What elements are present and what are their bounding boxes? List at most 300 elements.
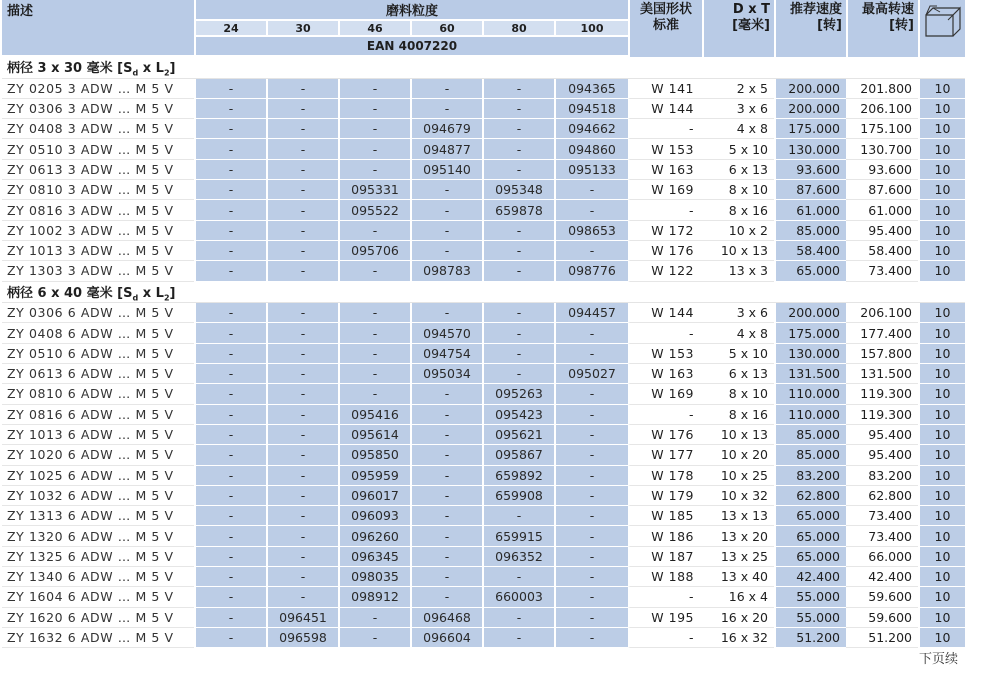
table-row bbox=[2, 384, 965, 404]
cell-dxt: 13 x 40 bbox=[702, 567, 774, 587]
cell-us-shape: W 141 bbox=[628, 79, 702, 99]
cell-description: ZY 0810 6 ADW … M 5 V bbox=[2, 384, 194, 404]
cell-us-shape: - bbox=[628, 628, 702, 648]
header-recommended-speed bbox=[774, 0, 846, 57]
cell-us-shape: W 185 bbox=[628, 506, 702, 526]
cell-us-shape: - bbox=[628, 200, 702, 220]
cell-recommended-speed: 83.200 bbox=[774, 466, 846, 486]
cell-grit-80: 659878 bbox=[482, 200, 554, 220]
cell-grit-100: - bbox=[554, 547, 628, 567]
cell-recommended-speed: 200.000 bbox=[774, 303, 846, 323]
cell-grit-100: - bbox=[554, 241, 628, 261]
cell-grit-60: 098783 bbox=[410, 261, 482, 281]
cell-grit-60: - bbox=[410, 99, 482, 119]
cell-grit-80: 659908 bbox=[482, 486, 554, 506]
cell-us-shape: W 187 bbox=[628, 547, 702, 567]
table-row bbox=[2, 445, 965, 465]
cell-grit-80: - bbox=[482, 119, 554, 139]
cell-grit-30: - bbox=[266, 99, 338, 119]
cell-grit-80: 095263 bbox=[482, 384, 554, 404]
cell-dxt: 16 x 4 bbox=[702, 587, 774, 607]
cell-recommended-speed: 65.000 bbox=[774, 526, 846, 546]
section-title bbox=[2, 57, 965, 79]
cell-grit-60: - bbox=[410, 466, 482, 486]
cell-grit-60: - bbox=[410, 567, 482, 587]
table-row bbox=[2, 200, 965, 220]
cell-dxt: 6 x 13 bbox=[702, 160, 774, 180]
cell-grit-24: - bbox=[194, 200, 266, 220]
cell-grit-24: - bbox=[194, 384, 266, 404]
cell-grit-30: - bbox=[266, 486, 338, 506]
section-title-subscript: 2 bbox=[163, 293, 170, 303]
cell-grit-80: 095867 bbox=[482, 445, 554, 465]
cell-grit-100: - bbox=[554, 405, 628, 425]
cell-recommended-speed: 131.500 bbox=[774, 364, 846, 384]
cell-max-speed: 206.100 bbox=[846, 303, 918, 323]
cell-grit-46: - bbox=[338, 628, 410, 648]
cell-grit-24: - bbox=[194, 425, 266, 445]
cell-grit-24: - bbox=[194, 405, 266, 425]
cell-grit-30: - bbox=[266, 567, 338, 587]
cell-description: ZY 0810 3 ADW … M 5 V bbox=[2, 180, 194, 200]
cell-description: ZY 1002 3 ADW … M 5 V bbox=[2, 221, 194, 241]
section-title-middle: x L bbox=[138, 285, 164, 301]
cell-max-speed: 130.700 bbox=[846, 139, 918, 159]
cell-dxt: 3 x 6 bbox=[702, 99, 774, 119]
cell-grit-30: - bbox=[266, 364, 338, 384]
cell-grit-80: - bbox=[482, 323, 554, 343]
cell-grit-46: - bbox=[338, 364, 410, 384]
cell-description: ZY 0205 3 ADW … M 5 V bbox=[2, 79, 194, 99]
section-title-subscript: d bbox=[132, 293, 139, 303]
header-description: 描述 bbox=[2, 0, 194, 57]
cell-grit-80: - bbox=[482, 79, 554, 99]
cell-grit-46: 096093 bbox=[338, 506, 410, 526]
header-grit-100: 100 bbox=[554, 21, 628, 37]
cell-grit-60: 094570 bbox=[410, 323, 482, 343]
cell-max-speed: 42.400 bbox=[846, 567, 918, 587]
cell-us-shape: - bbox=[628, 119, 702, 139]
cell-dxt: 8 x 16 bbox=[702, 200, 774, 220]
cell-max-speed: 58.400 bbox=[846, 241, 918, 261]
cell-recommended-speed: 65.000 bbox=[774, 506, 846, 526]
cell-us-shape: W 163 bbox=[628, 160, 702, 180]
cell-pack-quantity: 10 bbox=[918, 445, 965, 465]
section-header-row bbox=[2, 282, 965, 304]
cell-dxt: 8 x 10 bbox=[702, 384, 774, 404]
cell-grit-80: 095621 bbox=[482, 425, 554, 445]
cell-max-speed: 83.200 bbox=[846, 466, 918, 486]
cell-grit-60: - bbox=[410, 486, 482, 506]
cell-us-shape: W 177 bbox=[628, 445, 702, 465]
cell-grit-24: - bbox=[194, 364, 266, 384]
cell-grit-30: - bbox=[266, 139, 338, 159]
cell-grit-80: - bbox=[482, 221, 554, 241]
cell-grit-24: - bbox=[194, 608, 266, 628]
cell-description: ZY 0510 3 ADW … M 5 V bbox=[2, 139, 194, 159]
cell-grit-46: 096017 bbox=[338, 486, 410, 506]
cell-grit-80: - bbox=[482, 261, 554, 281]
cell-grit-80: - bbox=[482, 506, 554, 526]
cell-grit-24: - bbox=[194, 466, 266, 486]
cell-recommended-speed: 93.600 bbox=[774, 160, 846, 180]
header-grit-title: 磨料粒度 bbox=[194, 0, 628, 21]
cell-grit-30: - bbox=[266, 160, 338, 180]
cell-us-shape: W 144 bbox=[628, 99, 702, 119]
cell-recommended-speed: 65.000 bbox=[774, 547, 846, 567]
cell-grit-80: - bbox=[482, 608, 554, 628]
cell-dxt: 3 x 6 bbox=[702, 303, 774, 323]
cell-us-shape: W 169 bbox=[628, 180, 702, 200]
cell-description: ZY 0408 6 ADW … M 5 V bbox=[2, 323, 194, 343]
cell-grit-46: 095416 bbox=[338, 405, 410, 425]
cell-grit-24: - bbox=[194, 323, 266, 343]
cell-grit-60: - bbox=[410, 506, 482, 526]
continued-note: 下页续 bbox=[919, 652, 959, 667]
box-icon bbox=[923, 4, 963, 38]
cell-grit-24: - bbox=[194, 628, 266, 648]
cell-us-shape: W 144 bbox=[628, 303, 702, 323]
cell-grit-46: 095614 bbox=[338, 425, 410, 445]
table-row bbox=[2, 608, 965, 628]
cell-grit-100: 094365 bbox=[554, 79, 628, 99]
table-row bbox=[2, 506, 965, 526]
section-title-subscript: d bbox=[132, 68, 139, 78]
cell-dxt: 13 x 3 bbox=[702, 261, 774, 281]
cell-grit-60: - bbox=[410, 79, 482, 99]
cell-grit-30: - bbox=[266, 547, 338, 567]
cell-grit-24: - bbox=[194, 506, 266, 526]
cell-pack-quantity: 10 bbox=[918, 506, 965, 526]
cell-grit-60: - bbox=[410, 200, 482, 220]
header-rec-speed-line2: [转] bbox=[817, 18, 842, 33]
cell-grit-24: - bbox=[194, 99, 266, 119]
header-max-speed-line1: 最高转速 bbox=[861, 2, 914, 17]
cell-grit-46: - bbox=[338, 119, 410, 139]
table-row bbox=[2, 119, 965, 139]
cell-pack-quantity: 10 bbox=[918, 567, 965, 587]
cell-grit-24: - bbox=[194, 547, 266, 567]
cell-grit-100: - bbox=[554, 323, 628, 343]
cell-grit-30: - bbox=[266, 526, 338, 546]
cell-description: ZY 0306 6 ADW … M 5 V bbox=[2, 303, 194, 323]
cell-us-shape: W 172 bbox=[628, 221, 702, 241]
cell-grit-46: 098912 bbox=[338, 587, 410, 607]
cell-grit-100: 094457 bbox=[554, 303, 628, 323]
header-max-speed-line2: [转] bbox=[889, 18, 914, 33]
cell-recommended-speed: 110.000 bbox=[774, 384, 846, 404]
cell-recommended-speed: 130.000 bbox=[774, 344, 846, 364]
cell-grit-24: - bbox=[194, 79, 266, 99]
cell-grit-24: - bbox=[194, 303, 266, 323]
cell-dxt: 4 x 8 bbox=[702, 119, 774, 139]
header-rec-speed-line1: 推荐速度 bbox=[789, 2, 842, 17]
cell-description: ZY 1020 6 ADW … M 5 V bbox=[2, 445, 194, 465]
cell-grit-100: - bbox=[554, 344, 628, 364]
cell-recommended-speed: 87.600 bbox=[774, 180, 846, 200]
cell-pack-quantity: 10 bbox=[918, 139, 965, 159]
cell-grit-46: 095706 bbox=[338, 241, 410, 261]
cell-max-speed: 66.000 bbox=[846, 547, 918, 567]
cell-dxt: 10 x 13 bbox=[702, 425, 774, 445]
cell-pack-quantity: 10 bbox=[918, 628, 965, 648]
cell-max-speed: 73.400 bbox=[846, 506, 918, 526]
table-row bbox=[2, 261, 965, 281]
cell-grit-100: - bbox=[554, 200, 628, 220]
cell-grit-46: - bbox=[338, 139, 410, 159]
cell-us-shape: W 169 bbox=[628, 384, 702, 404]
cell-recommended-speed: 200.000 bbox=[774, 99, 846, 119]
cell-grit-46: 096260 bbox=[338, 526, 410, 546]
cell-grit-24: - bbox=[194, 241, 266, 261]
cell-grit-24: - bbox=[194, 567, 266, 587]
cell-recommended-speed: 175.000 bbox=[774, 119, 846, 139]
table-row bbox=[2, 344, 965, 364]
cell-grit-46: - bbox=[338, 323, 410, 343]
header-us-shape-line1: 美国形状 bbox=[639, 2, 692, 17]
cell-pack-quantity: 10 bbox=[918, 384, 965, 404]
cell-recommended-speed: 62.800 bbox=[774, 486, 846, 506]
cell-pack-quantity: 10 bbox=[918, 303, 965, 323]
cell-grit-60: - bbox=[410, 221, 482, 241]
cell-grit-60: - bbox=[410, 180, 482, 200]
cell-pack-quantity: 10 bbox=[918, 486, 965, 506]
cell-description: ZY 1013 3 ADW … M 5 V bbox=[2, 241, 194, 261]
cell-max-speed: 175.100 bbox=[846, 119, 918, 139]
cell-grit-60: - bbox=[410, 303, 482, 323]
cell-dxt: 4 x 8 bbox=[702, 323, 774, 343]
cell-grit-60: - bbox=[410, 425, 482, 445]
cell-max-speed: 95.400 bbox=[846, 221, 918, 241]
cell-grit-60: 094754 bbox=[410, 344, 482, 364]
cell-grit-60: - bbox=[410, 547, 482, 567]
header-grit-24: 24 bbox=[194, 21, 266, 37]
cell-grit-80: - bbox=[482, 303, 554, 323]
cell-description: ZY 1313 6 ADW … M 5 V bbox=[2, 506, 194, 526]
cell-description: ZY 1025 6 ADW … M 5 V bbox=[2, 466, 194, 486]
cell-us-shape: W 153 bbox=[628, 344, 702, 364]
cell-max-speed: 206.100 bbox=[846, 99, 918, 119]
table-row bbox=[2, 160, 965, 180]
cell-grit-30: - bbox=[266, 506, 338, 526]
cell-grit-80: 659892 bbox=[482, 466, 554, 486]
cell-grit-60: - bbox=[410, 241, 482, 261]
cell-grit-30: - bbox=[266, 303, 338, 323]
cell-max-speed: 61.000 bbox=[846, 200, 918, 220]
header-grit-46: 46 bbox=[338, 21, 410, 37]
table-row bbox=[2, 567, 965, 587]
cell-grit-60: 094877 bbox=[410, 139, 482, 159]
cell-dxt: 10 x 13 bbox=[702, 241, 774, 261]
cell-dxt: 16 x 20 bbox=[702, 608, 774, 628]
cell-description: ZY 1620 6 ADW … M 5 V bbox=[2, 608, 194, 628]
cell-max-speed: 157.800 bbox=[846, 344, 918, 364]
cell-pack-quantity: 10 bbox=[918, 526, 965, 546]
cell-max-speed: 51.200 bbox=[846, 628, 918, 648]
table-row bbox=[2, 79, 965, 99]
cell-dxt: 16 x 32 bbox=[702, 628, 774, 648]
cell-description: ZY 1340 6 ADW … M 5 V bbox=[2, 567, 194, 587]
cell-grit-60: - bbox=[410, 405, 482, 425]
cell-grit-80: 095348 bbox=[482, 180, 554, 200]
cell-pack-quantity: 10 bbox=[918, 99, 965, 119]
cell-grit-30: - bbox=[266, 466, 338, 486]
cell-grit-60: - bbox=[410, 526, 482, 546]
cell-description: ZY 1632 6 ADW … M 5 V bbox=[2, 628, 194, 648]
cell-recommended-speed: 85.000 bbox=[774, 445, 846, 465]
table-row bbox=[2, 628, 965, 648]
cell-grit-80: 659915 bbox=[482, 526, 554, 546]
cell-description: ZY 0816 6 ADW … M 5 V bbox=[2, 405, 194, 425]
header-dxt bbox=[702, 0, 774, 57]
cell-grit-60: 096604 bbox=[410, 628, 482, 648]
cell-description: ZY 0510 6 ADW … M 5 V bbox=[2, 344, 194, 364]
cell-max-speed: 201.800 bbox=[846, 79, 918, 99]
product-table bbox=[2, 0, 965, 648]
table-row bbox=[2, 139, 965, 159]
cell-grit-46: - bbox=[338, 303, 410, 323]
cell-grit-80: - bbox=[482, 567, 554, 587]
cell-us-shape: W 195 bbox=[628, 608, 702, 628]
cell-grit-30: - bbox=[266, 425, 338, 445]
section-title-main: 柄径 6 x 40 毫米 [S bbox=[7, 285, 133, 301]
cell-description: ZY 0613 6 ADW … M 5 V bbox=[2, 364, 194, 384]
cell-grit-46: 095522 bbox=[338, 200, 410, 220]
cell-grit-24: - bbox=[194, 486, 266, 506]
cell-us-shape: W 178 bbox=[628, 466, 702, 486]
table-row bbox=[2, 405, 965, 425]
cell-max-speed: 62.800 bbox=[846, 486, 918, 506]
cell-recommended-speed: 61.000 bbox=[774, 200, 846, 220]
cell-dxt: 5 x 10 bbox=[702, 344, 774, 364]
table-row bbox=[2, 526, 965, 546]
section-title-subscript: 2 bbox=[163, 68, 170, 78]
cell-pack-quantity: 10 bbox=[918, 608, 965, 628]
cell-us-shape: W 153 bbox=[628, 139, 702, 159]
cell-max-speed: 73.400 bbox=[846, 261, 918, 281]
cell-grit-100: - bbox=[554, 608, 628, 628]
cell-pack-quantity: 10 bbox=[918, 160, 965, 180]
cell-recommended-speed: 200.000 bbox=[774, 79, 846, 99]
cell-recommended-speed: 51.200 bbox=[774, 628, 846, 648]
header-grit-30: 30 bbox=[266, 21, 338, 37]
cell-pack-quantity: 10 bbox=[918, 79, 965, 99]
cell-pack-quantity: 10 bbox=[918, 364, 965, 384]
cell-grit-60: - bbox=[410, 587, 482, 607]
cell-grit-80: - bbox=[482, 99, 554, 119]
cell-us-shape: W 122 bbox=[628, 261, 702, 281]
cell-max-speed: 59.600 bbox=[846, 587, 918, 607]
cell-grit-80: - bbox=[482, 160, 554, 180]
cell-grit-46: - bbox=[338, 608, 410, 628]
table-header bbox=[2, 0, 965, 57]
cell-grit-60: - bbox=[410, 384, 482, 404]
cell-pack-quantity: 10 bbox=[918, 323, 965, 343]
cell-dxt: 13 x 13 bbox=[702, 506, 774, 526]
cell-grit-80: 660003 bbox=[482, 587, 554, 607]
cell-pack-quantity: 10 bbox=[918, 587, 965, 607]
cell-grit-30: - bbox=[266, 344, 338, 364]
cell-description: ZY 1325 6 ADW … M 5 V bbox=[2, 547, 194, 567]
cell-description: ZY 1013 6 ADW … M 5 V bbox=[2, 425, 194, 445]
cell-max-speed: 73.400 bbox=[846, 526, 918, 546]
cell-grit-100: 098653 bbox=[554, 221, 628, 241]
cell-pack-quantity: 10 bbox=[918, 405, 965, 425]
cell-dxt: 8 x 16 bbox=[702, 405, 774, 425]
table-row bbox=[2, 425, 965, 445]
cell-recommended-speed: 55.000 bbox=[774, 608, 846, 628]
header-grit-60: 60 bbox=[410, 21, 482, 37]
cell-pack-quantity: 10 bbox=[918, 344, 965, 364]
cell-grit-100: - bbox=[554, 486, 628, 506]
header-ean: EAN 4007220 bbox=[194, 37, 628, 57]
cell-grit-60: 094679 bbox=[410, 119, 482, 139]
cell-grit-80: - bbox=[482, 628, 554, 648]
cell-pack-quantity: 10 bbox=[918, 466, 965, 486]
cell-grit-46: - bbox=[338, 79, 410, 99]
cell-grit-24: - bbox=[194, 221, 266, 241]
cell-grit-24: - bbox=[194, 587, 266, 607]
cell-grit-100: 094662 bbox=[554, 119, 628, 139]
cell-pack-quantity: 10 bbox=[918, 221, 965, 241]
cell-grit-30: - bbox=[266, 180, 338, 200]
cell-dxt: 10 x 2 bbox=[702, 221, 774, 241]
cell-us-shape: - bbox=[628, 587, 702, 607]
cell-description: ZY 0306 3 ADW … M 5 V bbox=[2, 99, 194, 119]
table-row bbox=[2, 364, 965, 384]
cell-us-shape: W 188 bbox=[628, 567, 702, 587]
cell-grit-30: - bbox=[266, 221, 338, 241]
table-row bbox=[2, 547, 965, 567]
cell-grit-24: - bbox=[194, 344, 266, 364]
section-header-row bbox=[2, 57, 965, 79]
cell-us-shape: W 186 bbox=[628, 526, 702, 546]
cell-grit-30: - bbox=[266, 261, 338, 281]
header-us-shape bbox=[628, 0, 702, 57]
cell-dxt: 5 x 10 bbox=[702, 139, 774, 159]
cell-grit-30: - bbox=[266, 384, 338, 404]
cell-grit-60: 096468 bbox=[410, 608, 482, 628]
cell-grit-80: - bbox=[482, 344, 554, 364]
cell-recommended-speed: 110.000 bbox=[774, 405, 846, 425]
cell-grit-46: 098035 bbox=[338, 567, 410, 587]
cell-recommended-speed: 65.000 bbox=[774, 261, 846, 281]
cell-grit-100: 095133 bbox=[554, 160, 628, 180]
cell-pack-quantity: 10 bbox=[918, 180, 965, 200]
cell-grit-46: - bbox=[338, 261, 410, 281]
cell-recommended-speed: 85.000 bbox=[774, 425, 846, 445]
cell-grit-80: - bbox=[482, 364, 554, 384]
cell-grit-100: - bbox=[554, 567, 628, 587]
cell-grit-60: 095034 bbox=[410, 364, 482, 384]
table-row bbox=[2, 587, 965, 607]
cell-max-speed: 119.300 bbox=[846, 405, 918, 425]
cell-dxt: 8 x 10 bbox=[702, 180, 774, 200]
cell-pack-quantity: 10 bbox=[918, 119, 965, 139]
cell-recommended-speed: 175.000 bbox=[774, 323, 846, 343]
cell-grit-46: - bbox=[338, 99, 410, 119]
header-us-shape-line2: 标准 bbox=[652, 18, 679, 33]
cell-description: ZY 1604 6 ADW … M 5 V bbox=[2, 587, 194, 607]
cell-grit-100: - bbox=[554, 587, 628, 607]
table-row bbox=[2, 323, 965, 343]
cell-max-speed: 95.400 bbox=[846, 425, 918, 445]
cell-pack-quantity: 10 bbox=[918, 547, 965, 567]
cell-grit-46: 095331 bbox=[338, 180, 410, 200]
cell-dxt: 2 x 5 bbox=[702, 79, 774, 99]
cell-max-speed: 59.600 bbox=[846, 608, 918, 628]
header-dxt-line1: D x T bbox=[732, 2, 770, 17]
